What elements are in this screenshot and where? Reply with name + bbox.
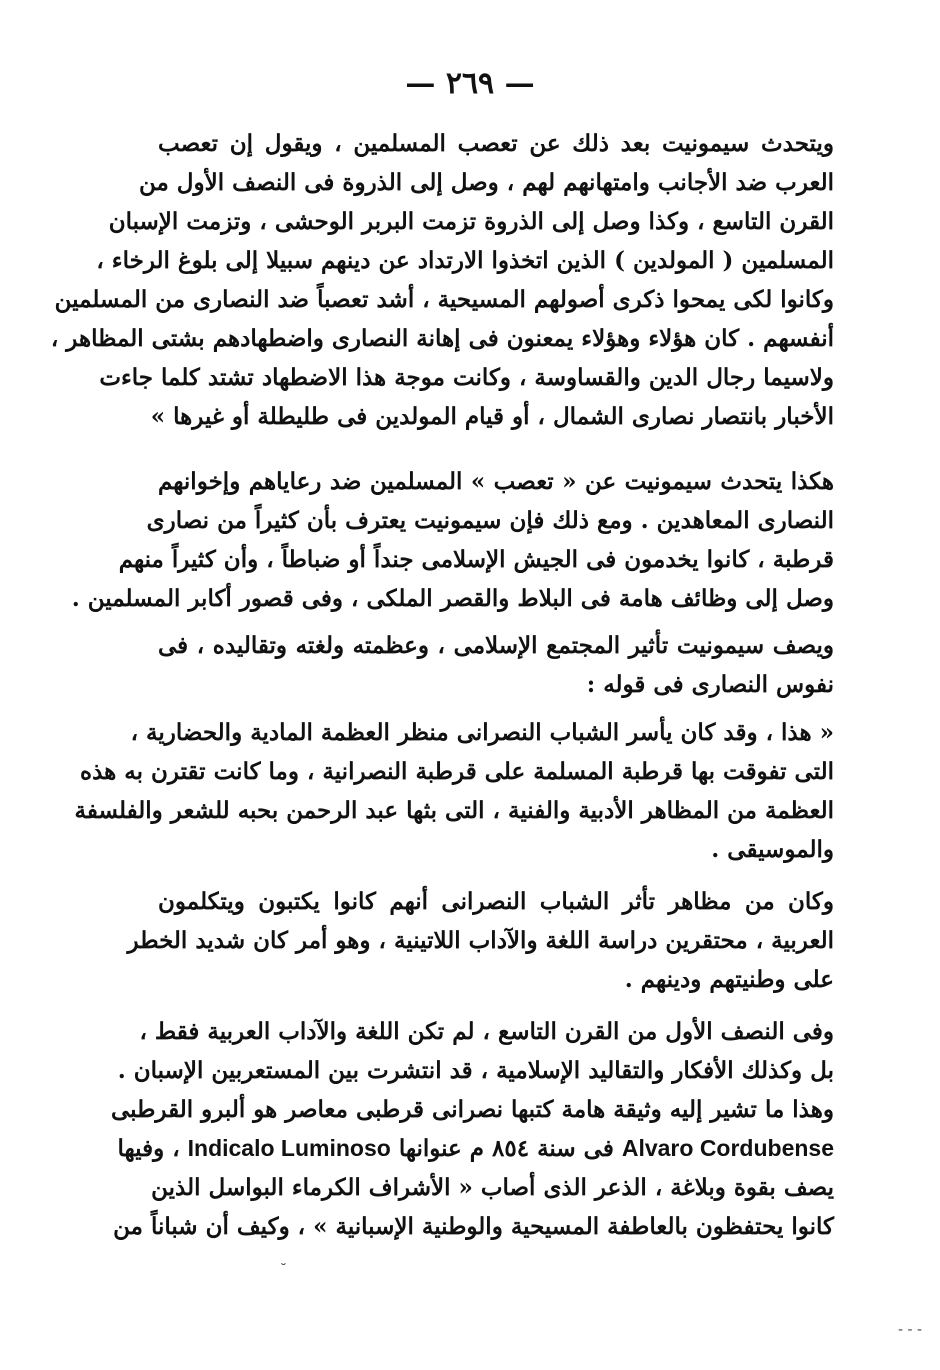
text-line: القرن التاسع ، وكذا وصل إلى الذروة تزمت البربر الوحشى ، وتزمت الإسبان [108, 208, 834, 235]
scan-artifact: ‑ ‑ ‑ [898, 1322, 923, 1338]
paragraph-1 [50, 124, 834, 436]
arabic-fragment: ، وفيها [117, 1135, 180, 1162]
text-line: والموسيقى . [711, 836, 834, 863]
page-number: — ٢٦٩ — [405, 66, 535, 101]
text-line: العرب ضد الأجانب وامتهانهم لهم ، وصل إلى الذروة فى النصف الأول من [138, 169, 834, 196]
text-line: وفى النصف الأول من القرن التاسع ، لم تكن اللغة والآداب العربية فقط ، [139, 1018, 834, 1045]
text-line: وصل إلى وظائف هامة فى البلاط والقصر الملكى ، وفى قصور أكابر المسلمين . [71, 585, 834, 612]
text-line: العربية ، محتقرين دراسة اللغة والآداب اللاتينية ، وهو أمر كان شديد الخطر [127, 927, 834, 954]
text-line: وكانوا لكى يمحوا ذكرى أصولهم المسيحية ، أشد تعصباً ضد النصارى من المسلمين [54, 286, 834, 313]
latin-author-name: Alvaro Cordubense [621, 1135, 834, 1161]
text-line: ولاسيما رجال الدين والقساوسة ، وكانت موجة هذا الاضطهاد تشتد كلما جاءت [99, 364, 834, 391]
paragraph-6 [110, 1012, 834, 1246]
scan-artifact: ˘ [280, 1262, 287, 1278]
text-line: بل وكذلك الأفكار والتقاليد الإسلامية ، قد انتشرت بين المستعربين الإسبان . [117, 1057, 834, 1084]
text-line: كانوا يحتفظون بالعاطفة المسيحية والوطنية الإسبانية » ، وكيف أن شباناً من [113, 1213, 834, 1240]
text-line: الأخبار بانتصار نصارى الشمال ، أو قيام المولدين فى طليطلة أو غيرها » [150, 403, 834, 430]
text-line: المسلمين ( المولدين ) الذين اتخذوا الارتداد عن دينهم سبيلا إلى بلوغ الرخاء ، [96, 247, 834, 274]
text-line: يصف بقوة وبلاغة ، الذعر الذى أصاب « الأشراف الكرماء البواسل الذين [151, 1174, 834, 1201]
text-line: وهذا ما تشير إليه وثيقة هامة كتبها نصرانى قرطبى معاصر هو ألبرو القرطبى [110, 1096, 834, 1123]
quotation-paragraph [74, 713, 834, 869]
text-line: هكذا يتحدث سيمونيت عن « تعصب » المسلمين ضد رعاياهم وإخوانهم [158, 468, 834, 495]
text-line: النصارى المعاهدين . ومع ذلك فإن سيمونيت يعترف بأن كثيراً من نصارى [146, 507, 834, 534]
text-line: نفوس النصارى فى قوله : [586, 671, 834, 698]
text-line: « هذا ، وقد كان يأسر الشباب النصرانى منظر العظمة المادية والحضارية ، [130, 719, 834, 746]
text-line: ويصف سيمونيت تأثير المجتمع الإسلامى ، وعظمته ولغته وتقاليده ، فى [158, 632, 834, 659]
paragraph-2 [71, 462, 834, 618]
arabic-fragment: فى سنة ٨٥٤ م عنوانها [398, 1135, 614, 1162]
paragraph-5 [127, 882, 834, 999]
text-line: وكان من مظاهر تأثر الشباب النصرانى أنهم كانوا يكتبون ويتكلمون [158, 888, 834, 915]
paragraph-3 [158, 626, 834, 704]
text-line: قرطبة ، كانوا يخدمون فى الجيش الإسلامى جنداً أو ضباطاً ، وأن كثيراً منهم [118, 546, 834, 573]
text-line: التى تفوقت بها قرطبة المسلمة على قرطبة النصرانية ، وما كانت تقترن به هذه [80, 758, 834, 785]
mixed-script-line [117, 1129, 834, 1168]
text-line: ويتحدث سيمونيت بعد ذلك عن تعصب المسلمين ، ويقول إن تعصب [158, 130, 834, 157]
latin-document-title: Indicalo Luminoso [187, 1135, 391, 1161]
text-line: أنفسهم . كان هؤلاء وهؤلاء يمعنون فى إهانة النصارى واضطهادهم بشتى المظاهر ، [50, 325, 834, 352]
text-line: على وطنيتهم ودينهم . [624, 966, 834, 993]
text-line: العظمة من المظاهر الأدبية والفنية ، التى بثها عبد الرحمن بحبه للشعر والفلسفة [74, 797, 834, 824]
